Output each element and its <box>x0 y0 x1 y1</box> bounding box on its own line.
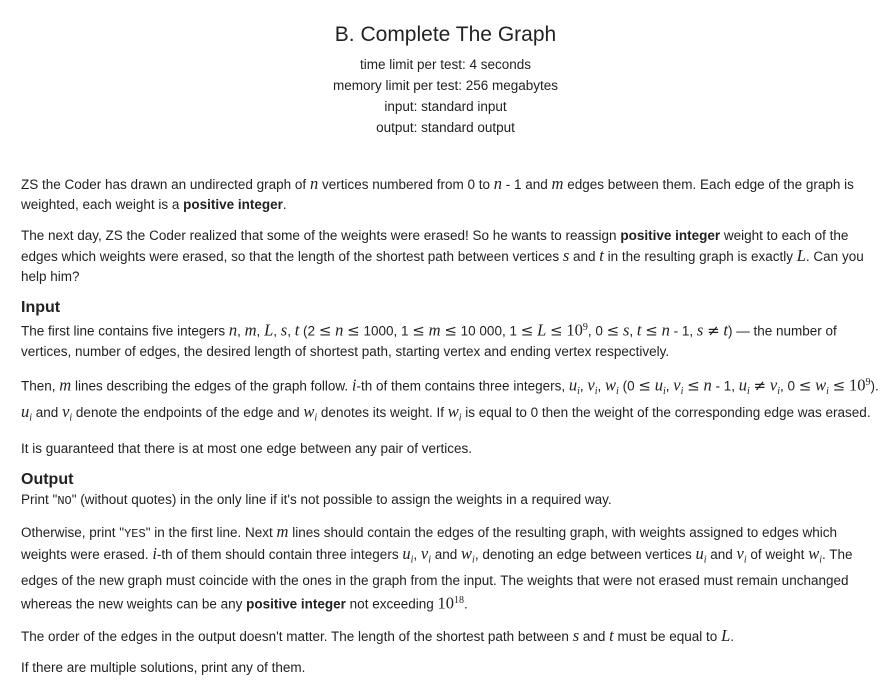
output-spec: output: standard output <box>376 120 515 135</box>
statement-paragraph-1: ZS the Coder has drawn an undirected graph of n vertices numbered from 0 to n - 1 and m edges between them. Each edge of the graph is weighted, each weight is a positive integer. <box>21 174 854 212</box>
output-paragraph-1: Print "NO" (without quotes) in the only line if it's not possible to assign the weights in a required way. <box>21 492 612 509</box>
statement-paragraph-2: The next day, ZS the Coder realized that some of the weights were erased! So he wants to reassign positive integer weight to each of the edges which weights were erased, so that the length of the shortest path between vertices s and t in the resulting graph is exactly L. Can you help him? <box>21 228 864 284</box>
input-spec: input: standard input <box>384 99 507 114</box>
problem-statement <box>21 174 883 678</box>
memory-limit: memory limit per test: 256 megabytes <box>332 78 559 93</box>
input-paragraph-2: Then, m lines describing the edges of the graph follow. i-th of them contains three integers, $u_i$, $v_i$, $w_i$ ($0 \le u_i$, $v_i \le n - 1$, $u_i \ne v_i$, $0 \le w_i \le 10^9$). $u_i$ and $v_i$ denote the endpoints of the edge and $w_i$ denotes its weight. If $w_i$ is equal to 0 then the weight of the corresponding edge was erased. <box>21 375 879 424</box>
input-heading: Input <box>21 299 61 316</box>
input-paragraph-1: The first line contains five integers n, m, L, s, t (2 ≤ n ≤ 1000, 1 ≤ m ≤ 10 000, $1 \le L \le 10^9$, 0 ≤ s, t ≤ n - 1, s ≠ t) — the number of vertices, number of edges, the desired length of shortest path, starting vertex and ending vertex respectively. <box>21 320 837 359</box>
output-paragraph-3: The order of the edges in the output doesn't matter. The length of the shortest path between s and t must be equal to L. <box>21 625 735 645</box>
problem-title: B. Complete The Graph <box>334 23 557 46</box>
problem-header <box>0 22 891 138</box>
time-limit: time limit per test: 4 seconds <box>359 57 532 72</box>
output-paragraph-4: If there are multiple solutions, print any of them. <box>21 659 306 675</box>
problem-limits <box>0 54 891 138</box>
input-paragraph-3: It is guaranteed that there is at most one edge between any pair of vertices. <box>21 441 473 457</box>
output-paragraph-2: Otherwise, print "YES" in the first line. Next m lines should contain the edges of the resulting graph, with weights assigned to edges which weights were erased. i-th of them should contain three integers $u_i$, $v_i$ and $w_i$, denoting an edge between vertices $u_i$ and $v_i$ of weight $w_i$. The edges of the new graph must coincide with the ones in the graph from the input. The weights that were not erased must remain unchanged whereas the new weights can be any positive integer not exceeding $10^{18}$. <box>21 522 853 613</box>
output-heading: Output <box>21 471 74 489</box>
